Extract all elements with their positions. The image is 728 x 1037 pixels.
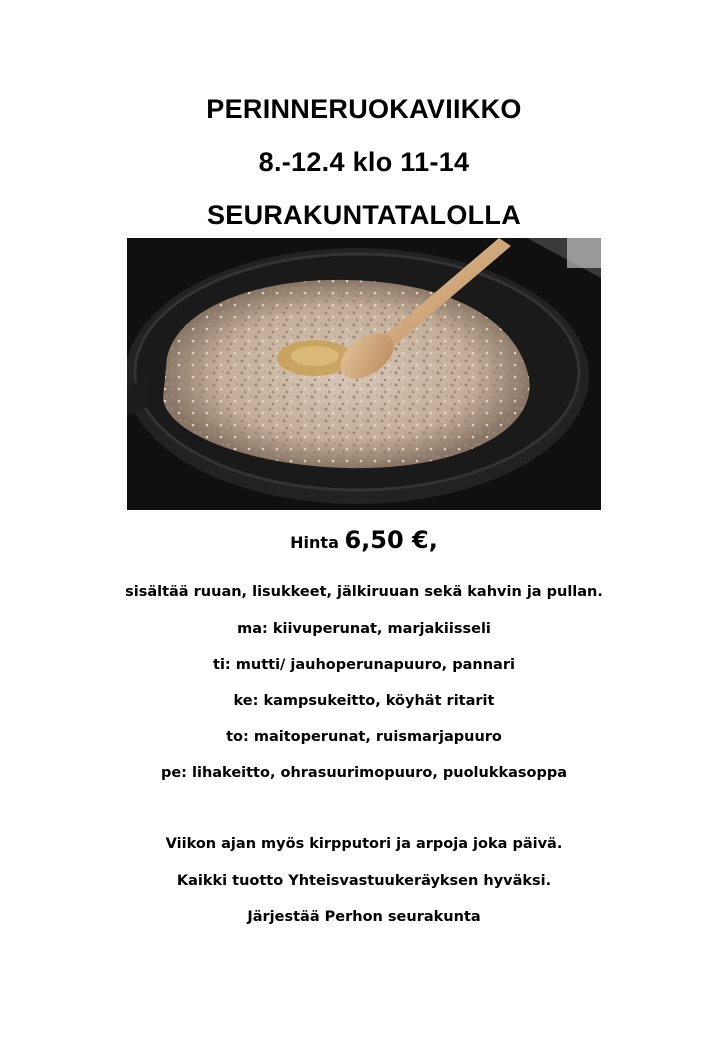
event-dates: 8.-12.4 klo 11-14 — [258, 147, 470, 177]
menu-item-thursday: to: maitoperunat, ruismarjapuuro — [226, 729, 502, 745]
price-line — [0, 526, 728, 554]
footer-charity: Kaikki tuotto Yhteisvastuukeräyksen hyväksi. — [176, 873, 552, 889]
menu-item-tuesday: ti: mutti/ jauhoperunapuuro, pannari — [213, 657, 515, 673]
footer-organizer: Järjestää Perhon seurakunta — [247, 909, 481, 925]
menu-item-friday: pe: lihakeitto, ohrasuurimopuuro, puolukkasoppa — [160, 765, 568, 781]
menu-item-monday: ma: kiivuperunat, marjakiisseli — [237, 621, 491, 637]
menu-item-wednesday: ke: kampsukeitto, köyhät ritarit — [233, 693, 495, 709]
poster-title: PERINNERUOKAVIIKKO — [206, 94, 522, 124]
includes-text: sisältää ruuan, lisukkeet, jälkiruuan sekä kahvin ja pullan. — [125, 584, 603, 600]
event-location: SEURAKUNTATALOLLA — [206, 200, 522, 230]
food-photo — [127, 238, 601, 510]
price-label: Hinta — [290, 533, 339, 552]
price-value: 6,50 €, — [344, 526, 438, 554]
footer-flea-market: Viikon ajan myös kirpputori ja arpoja joka päivä. — [165, 836, 563, 852]
